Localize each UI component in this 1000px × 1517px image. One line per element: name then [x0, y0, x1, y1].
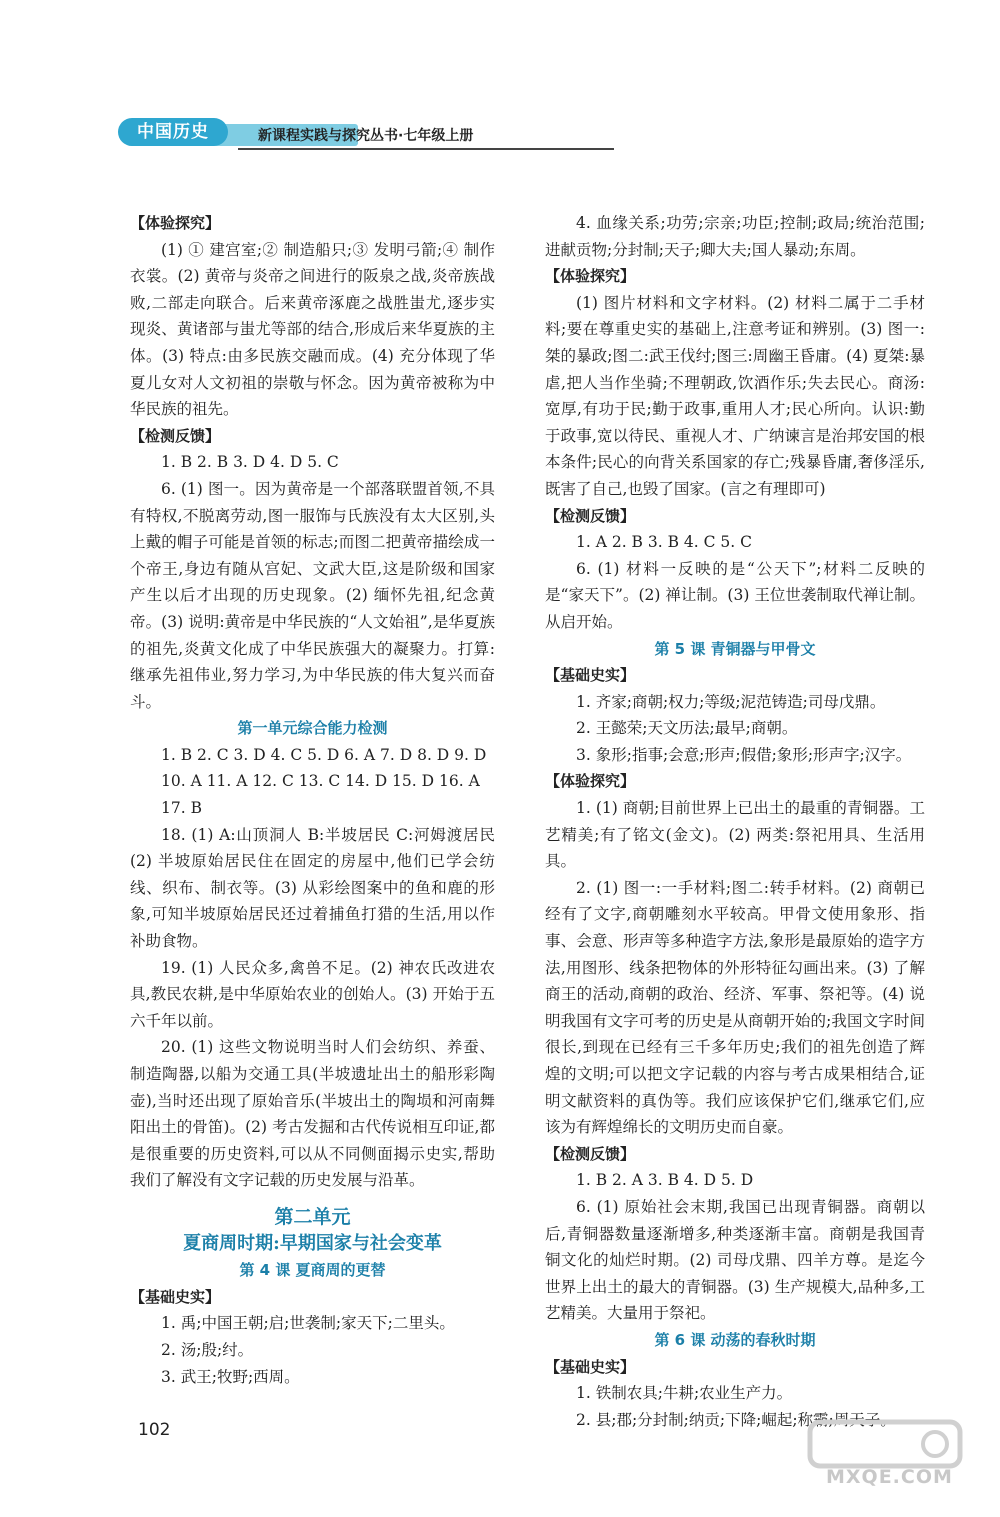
- paragraph: 18. (1) A:山顶洞人 B:半坡居民 C:河姆渡居民 (2) 半坡原始居民住在固定的房屋中,他们已学会纺线、织布、制衣等。(3) 从彩绘图案中的鱼和鹿的形象,可知半坡原始居民还过着捕鱼打猎的生活,用以作补助食物。: [130, 825, 495, 951]
- section-heading: 【体验探究】: [545, 267, 636, 286]
- answer-line: 1. 齐家;商朝;权力;等级;泥范铸造;司母戊鼎。: [576, 692, 886, 711]
- paragraph: 20. (1) 这些文物说明当时人们会纺织、养蚕、制造陶器,以船为交通工具(半坡遗址出土的船形彩陶壶),当时还出现了原始音乐(半坡出土的陶埙和河南舞阳出土的骨笛)。(2) 考古发掘和古代传说相互印证,都是很重要的历史资料,可以从不同侧面揭示史实,帮助我们了解没有文字记载的历史发展与沿革。: [130, 1038, 495, 1190]
- header-rule: [238, 148, 614, 150]
- section-heading: 【基础史实】: [545, 666, 636, 685]
- section-heading: 【体验探究】: [130, 214, 221, 232]
- subject-badge: 中国历史: [118, 118, 228, 146]
- section-heading: 【检测反馈】: [545, 506, 636, 525]
- answer-line: 1. B 2. A 3. B 4. D 5. D: [576, 1171, 754, 1190]
- watermark-text: MXQE.COM: [826, 1466, 953, 1488]
- lesson-title: 第 5 课 青铜器与甲骨文: [654, 639, 816, 658]
- paragraph: 6. (1) 图一。因为黄帝是一个部落联盟首领,不具有特权,不脱离劳动,图一服饰与氏族没有太大区别,头上戴的帽子可能是首领的标志;而图二把黄帝描绘成一个帝王,身边有随从宫妃、文武大臣,这是阶级和国家产生以后才出现的历史现象。(2) 缅怀先祖,纪念黄帝。(3) 说明:黄帝是中华民族的“人文始祖”,是华夏族的祖先,炎黄文化成了中华民族强大的凝聚力。打算:继承先祖伟业,努力学习,为中华民族的伟大复兴而奋斗。: [130, 479, 495, 711]
- paragraph: 19. (1) 人民众多,禽兽不足。(2) 神农氏改进农具,教民农耕,是中华原始农业的创始人。(3) 开始于五六千年以前。: [130, 958, 495, 1030]
- lesson-title: 第一单元综合能力检测: [237, 719, 388, 738]
- paragraph: 6. (1) 材料一反映的是“公天下”;材料二反映的是“家天下”。(2) 禅让制。(3) 王位世袭制取代禅让制。从启开始。: [545, 559, 925, 631]
- paragraph: 1. (1) 商朝;目前世界上已出土的最重的青铜器。工艺精美;有了铭文(金文)。(2) 两类:祭祀用具、生活用具。: [545, 799, 925, 871]
- lesson-title: 第 6 课 动荡的春秋时期: [654, 1330, 816, 1349]
- paragraph: 6. (1) 原始社会末期,我国已出现青铜器。商朝以后,青铜器数量逐渐增多,种类逐渐丰富。商朝是我国青铜文化的灿烂时期。(2) 司母戊鼎、四羊方尊。是迄今世界上出土的最大的青铜器。(3) 生产规模大,品种多,工艺精美。大量用于祭祀。: [545, 1197, 925, 1323]
- series-title: 新课程实践与探究丛书·七年级上册: [258, 128, 474, 144]
- answer-line: 3. 象形;指事;会意;形声;假借;象形;形声字;汉字。: [576, 745, 912, 764]
- section-heading: 【基础史实】: [130, 1287, 221, 1306]
- answer-line: 1. B 2. C 3. D 4. C 5. D 6. A 7. D 8. D 9. D 10. A 11. A 12. C 13. C 14. D 15. D 16. A 17. B: [161, 745, 487, 818]
- paragraph: (1) 图片材料和文字材料。(2) 材料二属于二手材料;要在尊重史实的基础上,注意考证和辨别。(3) 图一:桀的暴政;图二:武王伐纣;图三:周幽王昏庸。(4) 夏桀:暴虐,把人当作坐骑;不理朝政,饮酒作乐;失去民心。商汤:宽厚,有功于民;勤于政事,重用人才;民心所向。认识:勤于政事,宽以待民、重视人才、广纳谏言是治邦安国的根本条件;民心的向背关系国家的存亡;残暴昏庸,奢侈淫乐,既害了自己,也毁了国家。(言之有理即可): [545, 293, 925, 498]
- unit-subtitle: 夏商周时期:早期国家与社会变革: [183, 1232, 442, 1254]
- lesson-title: 第 4 课 夏商周的更替: [239, 1261, 386, 1280]
- right-column: [545, 210, 925, 1433]
- answer-line: 1. 铁制农具;牛耕;农业生产力。: [576, 1384, 793, 1403]
- answer-line: 3. 武王;牧野;西周。: [161, 1367, 300, 1386]
- section-heading: 【检测反馈】: [130, 426, 221, 445]
- section-heading: 【体验探究】: [545, 772, 636, 791]
- left-column: [130, 210, 495, 1390]
- answer-line: 1. B 2. B 3. D 4. D 5. C: [161, 453, 339, 472]
- answer-line: 1. A 2. B 3. B 4. C 5. C: [576, 533, 752, 552]
- answer-line: 2. 县;郡;分封制;纳贡;下降;崛起;称霸;周天子。: [576, 1410, 896, 1429]
- paragraph: 4. 血缘关系;功劳;宗亲;功臣;控制;政局;统治范围;进献贡物;分封制;天子;卿大夫;国人暴动;东周。: [545, 214, 925, 259]
- paragraph: 2. (1) 图一:一手材料;图二:转手材料。(2) 商朝已经有了文字,商朝雕刻水平较高。甲骨文使用象形、指事、会意、形声等多种造字方法,象形是最原始的造字方法,用图形、线条把物体的外形特征勾画出来。(3) 了解商王的活动,商朝的政治、经济、军事、祭祀等。(4) 说明我国有文字可考的历史是从商朝开始的;我国文字时间很长,到现在已经有三千多年历史;我们的祖先创造了辉煌的文明;可以把文字记载的内容与考古成果相结合,证明文献资料的真伪等。我们应该保护它们,继承它们,应该为有辉煌绵长的文明历史而自豪。: [545, 878, 925, 1137]
- paragraph: (1) ① 建宫室;② 制造船只;③ 发明弓箭;④ 制作衣裳。(2) 黄帝与炎帝之间进行的阪泉之战,炎帝族战败,二部走向联合。后来黄帝涿鹿之战胜蚩尤,逐步实现炎、黄诸部与蚩尤等部的结合,形成后来华夏族的主体。(3) 特点:由多民族交融而成。(4) 充分体现了华夏儿女对人文初祖的崇敬与怀念。因为黄帝被称为中华民族的祖先。: [130, 240, 495, 419]
- answer-line: 2. 汤;殷;纣。: [161, 1340, 254, 1359]
- section-heading: 【检测反馈】: [545, 1144, 636, 1163]
- unit-title: 第二单元: [274, 1205, 351, 1228]
- answer-line: 1. 禹;中国王朝;启;世袭制;家天下;二里头。: [161, 1314, 455, 1333]
- section-heading: 【基础史实】: [545, 1357, 636, 1376]
- page-number: 102: [138, 1420, 171, 1440]
- answer-line: 2. 王懿荣;天文历法;最早;商朝。: [576, 719, 798, 738]
- page-header: [118, 118, 498, 152]
